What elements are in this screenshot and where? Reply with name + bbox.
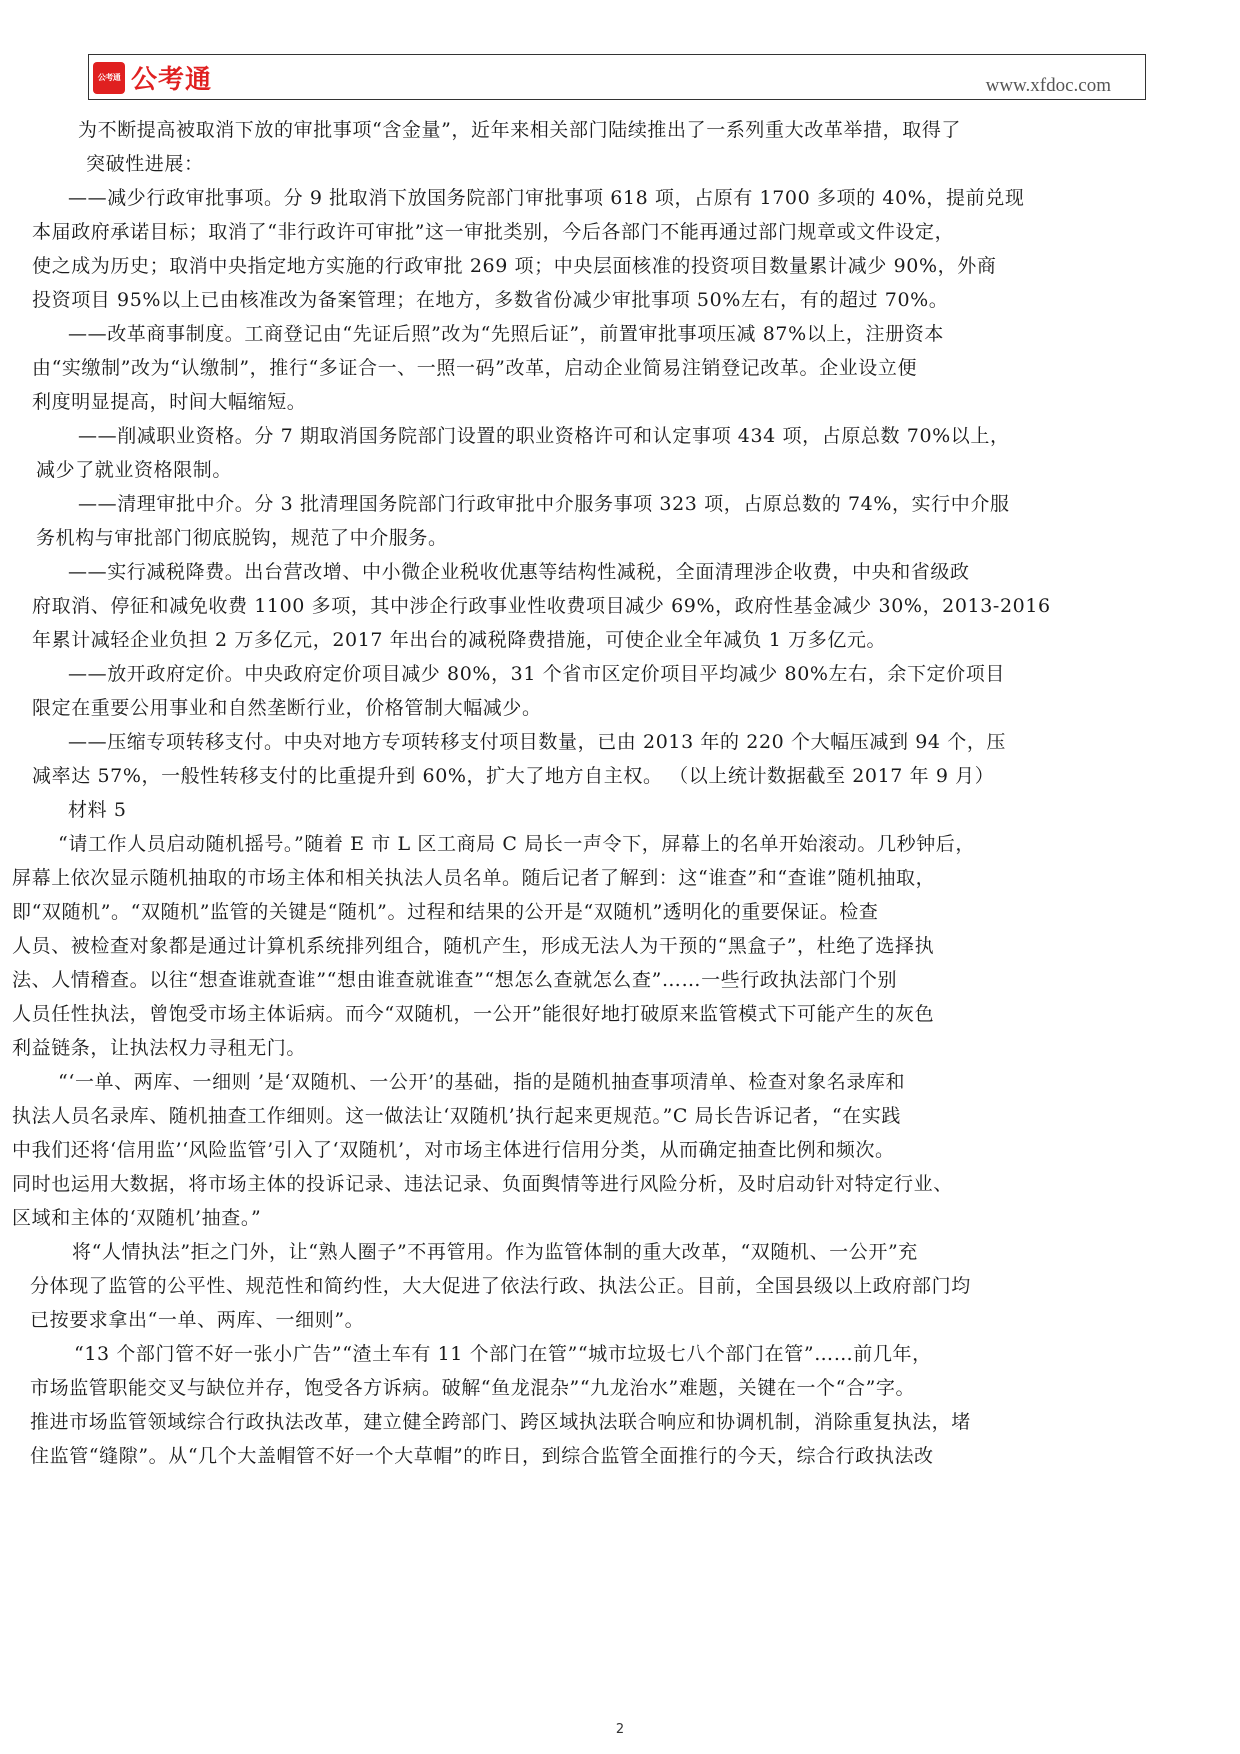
text-line: ——减少行政审批事项。分 9 批取消下放国务院部门审批事项 618 项，占原有 1700 多项的 40%，提前兑现: [68, 187, 1025, 209]
logo-text: 公考通: [131, 65, 213, 95]
text-line: 同时也运用大数据，将市场主体的投诉记录、违法记录、负面舆情等进行风险分析，及时启动针对特定行业、: [12, 1173, 953, 1195]
text-line: 区域和主体的‘双随机’抽查。”: [12, 1207, 262, 1229]
text-line: “‘一单、两库、一细则 ’是‘双随机、一公开’的基础，指的是随机抽查事项清单、检查对象名录库和: [58, 1071, 906, 1093]
text-line: ——实行减税降费。出台营改增、中小微企业税收优惠等结构性减税，全面清理涉企收费，中央和省级政: [68, 561, 970, 583]
text-line: 分体现了监管的公平性、规范性和简约性，大大促进了依法行政、执法公正。目前，全国县级以上政府部门均: [30, 1275, 971, 1297]
text-line: 减少了就业资格限制。: [36, 459, 233, 481]
text-line: 人员任性执法，曾饱受市场主体诟病。而今“双随机，一公开”能很好地打破原来监管模式下可能产生的灰色: [12, 1003, 935, 1025]
logo: [93, 59, 212, 96]
site-url: www.xfdoc.com: [985, 75, 1111, 96]
text-line: ——放开政府定价。中央政府定价项目减少 80%，31 个省市区定价项目平均减少 80%左右，余下定价项目: [68, 663, 1005, 685]
text-line: ——削减职业资格。分 7 期取消国务院部门设置的职业资格许可和认定事项 434 项，占原总数 70%以上，: [78, 425, 1010, 447]
text-line: 人员、被检查对象都是通过计算机系统排列组合，随机产生，形成无法人为干预的“黑盒子”，杜绝了选择执: [12, 935, 935, 957]
text-line: 限定在重要公用事业和自然垄断行业，价格管制大幅减少。: [32, 697, 542, 719]
text-line: 突破性进展：: [86, 153, 204, 175]
text-line: 务机构与审批部门彻底脱钩，规范了中介服务。: [36, 527, 448, 549]
text-line: ——改革商事制度。工商登记由“先证后照”改为“先照后证”，前置审批事项压减 87%以上，注册资本: [68, 323, 944, 345]
logo-badge: 公考通: [93, 62, 125, 94]
text-line: 将“人情执法”拒之门外，让“熟人圈子”不再管用。作为监管体制的重大改革，“双随机、一公开”充: [72, 1241, 918, 1263]
text-line: 推进市场监管领域综合行政执法改革，建立健全跨部门、跨区域执法联合响应和协调机制，消除重复执法，堵: [30, 1411, 971, 1433]
text-line: 利益链条，让执法权力寻租无门。: [12, 1037, 307, 1059]
text-line: 执法人员名录库、随机抽查工作细则。这一做法让‘双随机’执行起来更规范。”C 局长告诉记者，“在实践: [12, 1105, 901, 1127]
text-line: 使之成为历史；取消中央指定地方实施的行政审批 269 项；中央层面核准的投资项目数量累计减少 90%，外商: [32, 255, 997, 277]
section-heading: 材料 5: [68, 799, 127, 821]
text-line: ——压缩专项转移支付。中央对地方专项转移支付项目数量，已由 2013 年的 220 个大幅压减到 94 个，压: [68, 731, 1007, 753]
text-line: ——清理审批中介。分 3 批清理国务院部门行政审批中介服务事项 323 项，占原总数的 74%，实行中介服: [78, 493, 1010, 515]
text-line: 中我们还将‘信用监’‘风险监管’引入了‘双随机’，对市场主体进行信用分类，从而确定抽查比例和频次。: [12, 1139, 895, 1161]
text-line: 市场监管职能交叉与缺位并存，饱受各方诉病。破解“鱼龙混杂”“九龙治水”难题，关键在一个“合”字。: [30, 1377, 916, 1399]
text-line: “请工作人员启动随机摇号。”随着 E 市 L 区工商局 C 局长一声令下，屏幕上的名单开始滚动。几秒钟后，: [58, 833, 975, 855]
text-line: 减率达 57%，一般性转移支付的比重提升到 60%，扩大了地方自主权。 （以上统计数据截至 2017 年 9 月）: [32, 765, 995, 787]
text-line: 已按要求拿出“一单、两库、一细则”。: [30, 1309, 365, 1331]
text-line: 即“双随机”。“双随机”监管的关键是“随机”。过程和结果的公开是“双随机”透明化的重要保证。检查: [12, 901, 879, 923]
text-line: 为不断提高被取消下放的审批事项“含金量”，近年来相关部门陆续推出了一系列重大改革举措，取得了: [78, 119, 962, 141]
text-line: 府取消、停征和减免收费 1100 多项，其中涉企行政事业性收费项目减少 69%，政府性基金减少 30%，2013-2016: [32, 595, 1051, 617]
text-line: 本届政府承诺目标；取消了“非行政许可审批”这一审批类别，今后各部门不能再通过部门规章或文件设定，: [32, 221, 955, 243]
text-line: 投资项目 95%以上已由核准改为备案管理；在地方，多数省份减少审批事项 50%左右，有的超过 70%。: [32, 289, 949, 311]
page-number: 2: [615, 1722, 625, 1737]
page-header: [88, 54, 1146, 100]
text-line: 利度明显提高，时间大幅缩短。: [32, 391, 307, 413]
text-line: “13 个部门管不好一张小广告”“渣土车有 11 个部门在管”“城市垃圾七八个部门在管”……前几年，: [74, 1343, 932, 1365]
text-line: 年累计减轻企业负担 2 万多亿元，2017 年出台的减税降费措施，可使企业全年减负 1 万多亿元。: [32, 629, 887, 651]
text-line: 法、人情稽查。以往“想查谁就查谁”“想由谁查就谁查”“想怎么查就怎么查”……一些行政执法部门个别: [12, 969, 898, 991]
text-line: 屏幕上依次显示随机抽取的市场主体和相关执法人员名单。随后记者了解到：这“谁查”和“查谁”随机抽取，: [12, 867, 936, 889]
text-line: 住监管“缝隙”。从“几个大盖帽管不好一个大草帽”的昨日，到综合监管全面推行的今天，综合行政执法改: [30, 1445, 934, 1467]
text-line: 由“实缴制”改为“认缴制”，推行“多证合一、一照一码”改革，启动企业简易注销登记改革。企业设立便: [32, 357, 918, 379]
